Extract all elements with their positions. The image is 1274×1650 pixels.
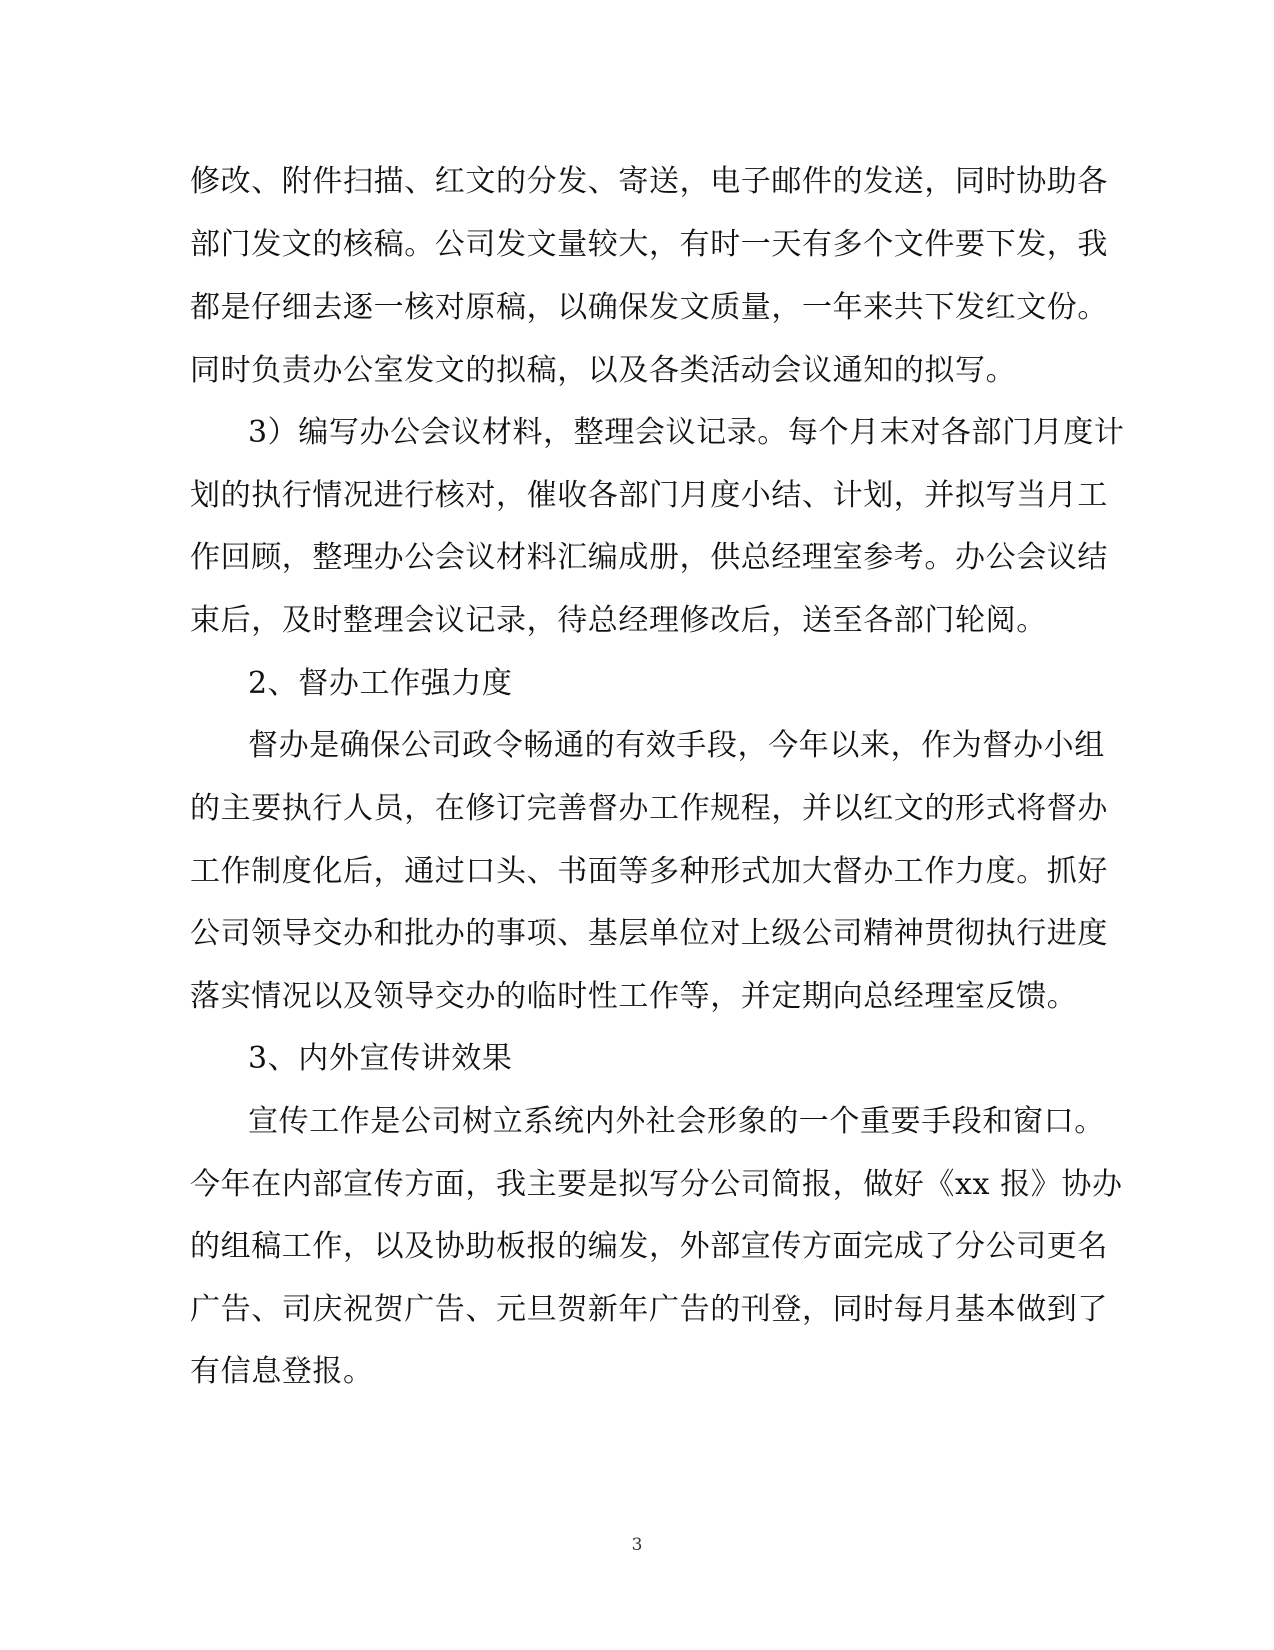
text-line: 督办是确保公司政令畅通的有效手段，今年以来，作为督办小组 [248, 728, 1105, 763]
text-line: 公司领导交办和批办的事项、基层单位对上级公司精神贯彻执行进度 [190, 916, 1108, 951]
text-line: 3）编写办公会议材料，整理会议记录。每个月末对各部门月度计 [248, 415, 1125, 450]
text-line: 同时负责办公室发文的拟稿，以及各类活动会议通知的拟写。 [190, 353, 1017, 388]
text-line: 划的执行情况进行核对，催收各部门月度小结、计划，并拟写当月工 [190, 478, 1108, 513]
text-line: 今年在内部宣传方面，我主要是拟写分公司简报，做好《xx 报》协办 [190, 1167, 1123, 1202]
text-line: 修改、附件扫描、红文的分发、寄送，电子邮件的发送，同时协助各 [190, 164, 1108, 199]
section-heading: 3、内外宣传讲效果 [248, 1041, 513, 1076]
section-heading: 2、督办工作强力度 [248, 666, 513, 701]
text-line: 的组稿工作，以及协助板报的编发，外部宣传方面完成了分公司更名 [190, 1229, 1108, 1264]
text-line: 都是仔细去逐一核对原稿，以确保发文质量，一年来共下发红文份。 [190, 290, 1108, 325]
text-line: 有信息登报。 [190, 1354, 374, 1389]
text-line: 的主要执行人员，在修订完善督办工作规程，并以红文的形式将督办 [190, 791, 1108, 826]
page-number: 3 [631, 1535, 643, 1555]
text-line: 宣传工作是公司树立系统内外社会形象的一个重要手段和窗口。 [248, 1104, 1105, 1139]
text-line: 部门发文的核稿。公司发文量较大，有时一天有多个文件要下发，我 [190, 227, 1108, 262]
text-line: 广告、司庆祝贺广告、元旦贺新年广告的刊登，同时每月基本做到了 [190, 1292, 1108, 1327]
text-line: 作回顾，整理办公会议材料汇编成册，供总经理室参考。办公会议结 [190, 540, 1108, 575]
text-line: 工作制度化后，通过口头、书面等多种形式加大督办工作力度。抓好 [190, 854, 1108, 889]
text-line: 落实情况以及领导交办的临时性工作等，并定期向总经理室反馈。 [190, 979, 1078, 1014]
text-line: 束后，及时整理会议记录，待总经理修改后，送至各部门轮阅。 [190, 603, 1047, 638]
